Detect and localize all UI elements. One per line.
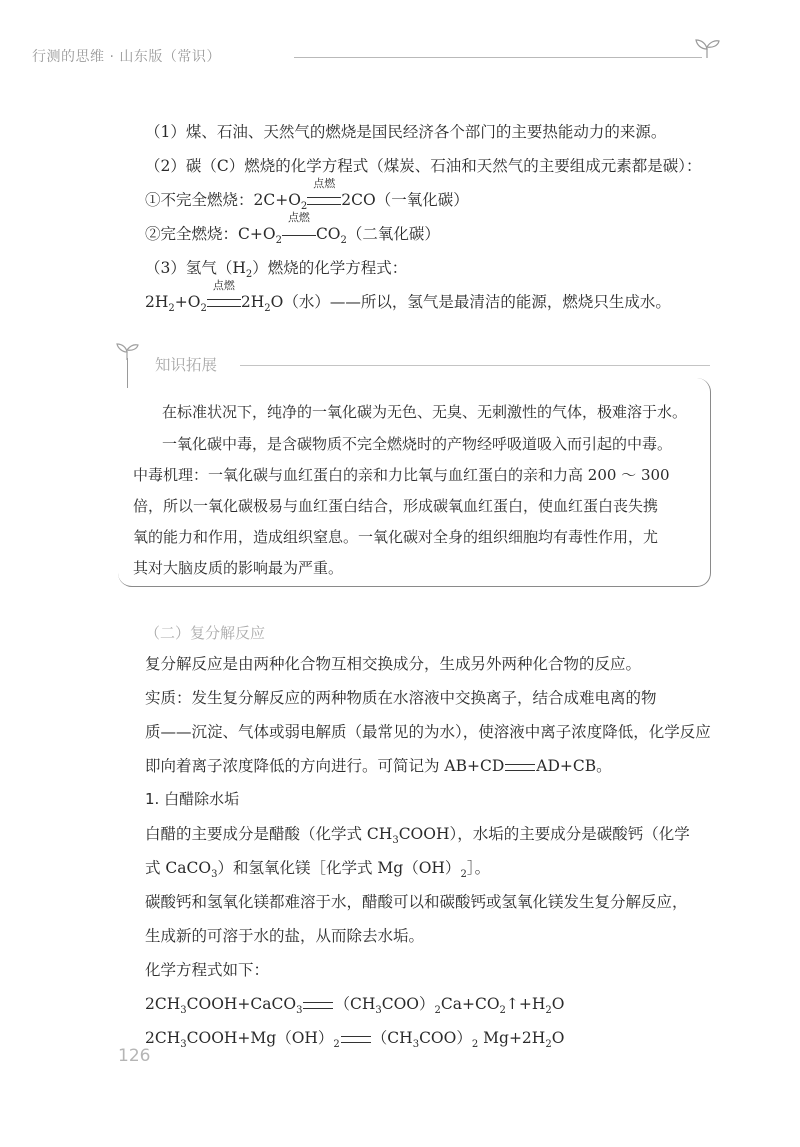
formula-text: O [551, 1029, 565, 1047]
subscript: 3 [211, 869, 218, 881]
formula-text: O（水）——所以，氢气是最清洁的能源，燃烧只生成水。 [270, 293, 671, 311]
paragraph-vinegar-line-2 [145, 856, 490, 880]
formula-text: +O [174, 293, 201, 311]
equations-intro: 化学方程式如下： [145, 961, 270, 979]
extension-line-3: 中毒机理：一氧化碳与血红蛋白的亲和力比氧与血红蛋白的亲和力高 200 ～ 300 [133, 466, 670, 484]
text-line-2: （2）碳（C）燃烧的化学方程式（煤炭、石油和天然气的主要组成元素都是碳）： [145, 157, 702, 175]
formula-text: CO [315, 225, 341, 243]
equals-sign [307, 197, 341, 205]
subscript: 3 [412, 1039, 420, 1051]
formula-text: 式 CaCO [145, 859, 212, 877]
formula-text: ①不完全燃烧：2C+O [145, 191, 301, 209]
formula-text: Ca+CO [440, 995, 500, 1013]
formula-text: （CH [334, 995, 376, 1013]
formula-text: Mg+2H [478, 1029, 546, 1047]
paragraph-reaction-line-2: 生成新的可溶于水的盐，从而除去水垢。 [145, 927, 425, 945]
formula-text: ）和氢氧化镁［化学式 Mg（OH） [217, 859, 461, 877]
paragraph-essence-line-1: 实质：发生复分解反应的两种物质在水溶液中交换离子，结合成难电离的物 [145, 689, 657, 707]
formula-text: COO） [419, 1029, 472, 1047]
text-line-hydrogen [145, 256, 407, 280]
reaction-line [282, 235, 316, 236]
paragraph-essence-line-3 [145, 754, 612, 776]
equals-sign [303, 1002, 333, 1009]
subscript: 2 [245, 269, 253, 281]
condition-label: 点燃 [313, 177, 336, 190]
formula-hydrogen-combustion [145, 279, 671, 315]
subscript: 2 [340, 235, 347, 247]
formula-text: 2H [240, 293, 265, 311]
paragraph-definition: 复分解反应是由两种化合物互相交换成分，生成另外两种化合物的反应。 [145, 655, 642, 673]
equals-sign [341, 1036, 371, 1043]
formula-text: （CH [371, 1029, 413, 1047]
formula-text: ↑+H [505, 995, 546, 1013]
subscript: 2 [168, 303, 175, 315]
formula-text: ］。 [466, 859, 491, 877]
subscript: 2 [499, 1005, 506, 1017]
subscript: 2 [275, 235, 282, 247]
sprout-icon [692, 36, 722, 60]
extension-line-5: 氧的能力和作用，造成组织窒息。一氧化碳对全身的组织细胞均有毒性作用，尤 [133, 528, 659, 546]
formula-text: 白醋的主要成分是醋酸（化学式 CH [145, 825, 393, 843]
subscript: 2 [333, 1039, 340, 1051]
equals-sign [505, 764, 535, 771]
equation-calcium-carbonate [145, 992, 565, 1016]
formula-text: O [551, 995, 565, 1013]
extension-title: 知识拓展 [155, 356, 218, 374]
reaction-condition [307, 177, 341, 209]
formula-complete-combustion [145, 211, 440, 247]
extension-line-4: 倍，所以一氧化碳极易与血红蛋白结合，形成碳氧血红蛋白，使血红蛋白丧失携 [133, 497, 659, 515]
subscript: 2 [460, 869, 467, 881]
extension-line-6: 其对大脑皮质的影响最为严重。 [133, 559, 344, 577]
formula-text: 2CH [145, 995, 181, 1013]
page-number: 126 [118, 1046, 151, 1066]
header-title: 行测的思维 · 山东版（常识） [32, 49, 221, 65]
formula-text: 2CH [145, 1029, 181, 1047]
subscript: 3 [180, 1005, 187, 1017]
extension-paragraph-1: 在标准状况下，纯净的一氧化碳为无色、无臭、无刺激性的气体，极难溶于水。 [162, 403, 688, 421]
header-rule [294, 57, 702, 58]
equation-magnesium-hydroxide [145, 1026, 564, 1050]
formula-text: COOH+CaCO [186, 995, 297, 1013]
paragraph-vinegar-line-1 [145, 822, 690, 846]
subscript: 3 [296, 1005, 303, 1017]
formula-text: ②完全燃烧：C+O [145, 225, 276, 243]
subscript: 3 [392, 835, 399, 847]
formula-text: COOH+Mg（OH） [186, 1029, 334, 1047]
formula-text: AD+CB。 [536, 757, 612, 775]
item-heading: 1. 白醋除水垢 [145, 790, 240, 808]
extension-paragraph-2: 一氧化碳中毒，是含碳物质不完全燃烧时的产物经呼吸道吸入而引起的中毒。 [162, 435, 673, 453]
formula-text: COOH），水垢的主要成分是碳酸钙（化学 [398, 825, 690, 843]
running-header [32, 40, 732, 70]
extension-title-rule [240, 365, 710, 366]
formula-text: 2H [145, 293, 169, 311]
paragraph-essence-line-2: 质——沉淀、气体或弱电解质（最常见的为水），使溶液中离子浓度降低，化学反应 [145, 723, 711, 741]
subscript: 2 [434, 1005, 441, 1017]
formula-text: （二氧化碳） [346, 225, 440, 243]
reaction-condition [207, 279, 241, 311]
text-line-1: （1）煤、石油、天然气的燃烧是国民经济各个部门的主要热能动力的来源。 [145, 123, 667, 141]
formula-text: COO） [381, 995, 435, 1013]
condition-label: 点燃 [212, 279, 235, 292]
subscript: 2 [200, 303, 207, 315]
subscript: 2 [471, 1039, 479, 1051]
subscript: 2 [264, 303, 271, 315]
subscript: 3 [180, 1039, 187, 1051]
formula-text: 即向着离子浓度降低的方向进行。可简记为 AB+CD [145, 757, 505, 775]
paragraph-reaction-line-1: 碳酸钙和氢氧化镁都难溶于水，醋酸可以和碳酸钙或氢氧化镁发生复分解反应， [145, 893, 688, 911]
subscript: 3 [375, 1005, 382, 1017]
subscript: 2 [545, 1039, 552, 1051]
formula-text: （3）氢气（H [145, 259, 246, 277]
equals-sign [207, 299, 241, 307]
subscript: 2 [545, 1005, 552, 1017]
reaction-condition [282, 211, 316, 243]
subscript: 2 [300, 201, 308, 213]
condition-label: 点燃 [287, 211, 310, 224]
formula-text: 2CO（一氧化碳） [341, 191, 469, 209]
sprout-icon [114, 340, 144, 362]
formula-text: ）燃烧的化学方程式： [252, 259, 408, 277]
section-title: （二）复分解反应 [145, 624, 266, 642]
